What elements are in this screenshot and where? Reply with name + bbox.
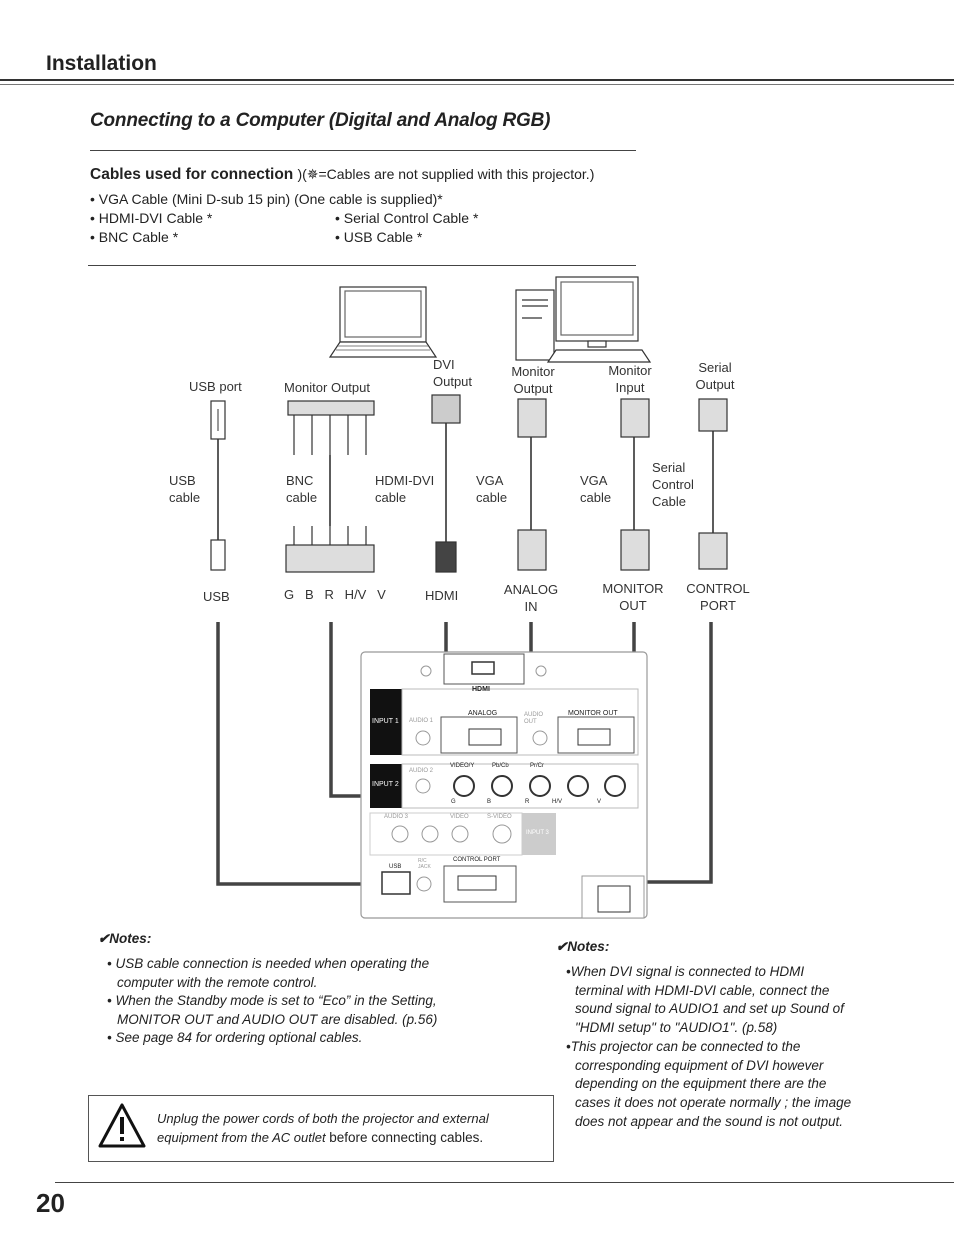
panel-hdmi-label: HDMI <box>472 686 490 693</box>
cable-item-serial: • Serial Control Cable * <box>335 210 479 226</box>
label-control-port: CONTROL PORT <box>686 581 750 613</box>
label-bnc-cable: BNC cable <box>286 473 318 505</box>
panel-jack-hv: H/V <box>552 799 563 805</box>
label-dvi-output: DVI Output <box>433 357 473 389</box>
panel-input2-label: INPUT 2 <box>372 781 399 788</box>
page-number: 20 <box>36 1188 65 1218</box>
notes-left-list <box>107 955 507 1048</box>
panel-audio2-label: AUDIO 2 <box>409 768 434 774</box>
serial-cable-graphic <box>699 399 727 569</box>
panel-monitor-out-label: MONITOR OUT <box>568 710 618 717</box>
label-serial-output: Serial Output <box>695 360 735 392</box>
panel-jack-r: R <box>525 799 530 805</box>
cable-item-bnc: • BNC Cable * <box>90 229 179 245</box>
panel-audio1-label: AUDIO 1 <box>409 718 434 724</box>
desktop-computer-icon <box>516 277 650 362</box>
vga-cable-2-graphic <box>621 399 649 570</box>
usb-cable-graphic <box>211 401 225 570</box>
warning-text: Unplug the power cords of both the projector and external equipment from the AC outlet before connecting cables. <box>157 1111 489 1145</box>
panel-control-port-label: CONTROL PORT <box>453 857 501 863</box>
notes-right-list <box>566 963 896 1131</box>
note-left-3: • See page 84 for ordering optional cables. <box>107 1030 363 1045</box>
panel-jack-v: V <box>597 799 602 805</box>
panel-video-y-label: VIDEO/Y <box>450 763 475 769</box>
panel-jack-b: B <box>487 799 492 805</box>
panel-pr-cr-label: Pr/Cr <box>530 763 544 769</box>
section-title: Installation <box>46 52 157 75</box>
cable-item-vga: • VGA Cable (Mini D-sub 15 pin) (One cable is supplied)* <box>90 191 443 207</box>
hdmi-dvi-cable-graphic <box>432 395 460 572</box>
panel-audio-out-label: AUDIO OUT <box>524 712 544 725</box>
label-usb-cable: USB cable <box>169 473 201 505</box>
label-usb: USB <box>203 589 230 604</box>
label-analog-in: ANALOG IN <box>503 582 559 614</box>
panel-input3-label: INPUT 3 <box>526 830 549 836</box>
notes-left-title: ✔Notes: <box>98 931 152 946</box>
panel-audio3-label: AUDIO 3 <box>384 814 409 820</box>
note-left-2: • When the Standby mode is set to “Eco” in the Setting, MONITOR OUT and AUDIO OUT are disabled. (p.56) <box>107 993 438 1027</box>
notes-right-title: ✔Notes: <box>556 939 610 954</box>
label-usb-port: USB port <box>189 379 242 394</box>
label-hdmi-dvi-cable: HDMI-DVI cable <box>375 473 435 505</box>
panel-pb-cb-label: Pb/Cb <box>492 763 509 769</box>
label-monitor-out: MONITOR OUT <box>602 581 664 613</box>
label-vga-cable-1: VGA cable <box>476 473 508 505</box>
panel-jack-g: G <box>451 799 456 805</box>
cables-heading-label: Cables used for connection <box>90 166 294 183</box>
label-bnc-pins: G B R H/V V <box>284 587 386 602</box>
projector-back-panel <box>361 652 647 918</box>
note-left-1: • USB cable connection is needed when operating the computer with the remote control. <box>107 956 430 990</box>
footer-rule <box>55 1182 954 1183</box>
panel-analog-label: ANALOG <box>468 710 498 717</box>
label-serial-cable: Serial Control Cable <box>652 460 694 509</box>
page-subtitle: Connecting to a Computer (Digital and Analog RGB) <box>90 110 551 131</box>
panel-usb-label: USB <box>389 864 402 870</box>
label-monitor-input: Monitor Input <box>608 363 652 395</box>
label-monitor-output-bnc: Monitor Output <box>284 380 370 395</box>
panel-input1-label: INPUT 1 <box>372 718 399 725</box>
panel-video-label: VIDEO <box>450 814 469 820</box>
cables-note: )(✵=Cables are not supplied with this projector.) <box>297 166 595 182</box>
panel-svideo-label: S-VIDEO <box>487 814 512 820</box>
cable-item-hdmi-dvi: • HDMI-DVI Cable * <box>90 210 213 226</box>
label-hdmi: HDMI <box>425 588 459 603</box>
note-right-2: •This projector can be connected to the corresponding equipment of DVI however depending on the equipment there are the cases it does not operate normally ; the image does not appear and the sound is not output. <box>566 1038 852 1129</box>
panel-rc-jack-label: R/C JACK <box>418 858 431 870</box>
label-vga-cable-2: VGA cable <box>580 473 612 505</box>
laptop-icon <box>330 287 436 357</box>
cable-item-usb: • USB Cable * <box>335 229 423 245</box>
note-right-1: •When DVI signal is connected to HDMI terminal with HDMI-DVI cable, connect the sound signal to AUDIO1 and set up Sound of "HDMI setup" to "AUDIO1". (p.58) <box>566 964 844 1036</box>
label-monitor-output: Monitor Output <box>511 364 555 396</box>
vga-cable-1-graphic <box>518 399 546 570</box>
